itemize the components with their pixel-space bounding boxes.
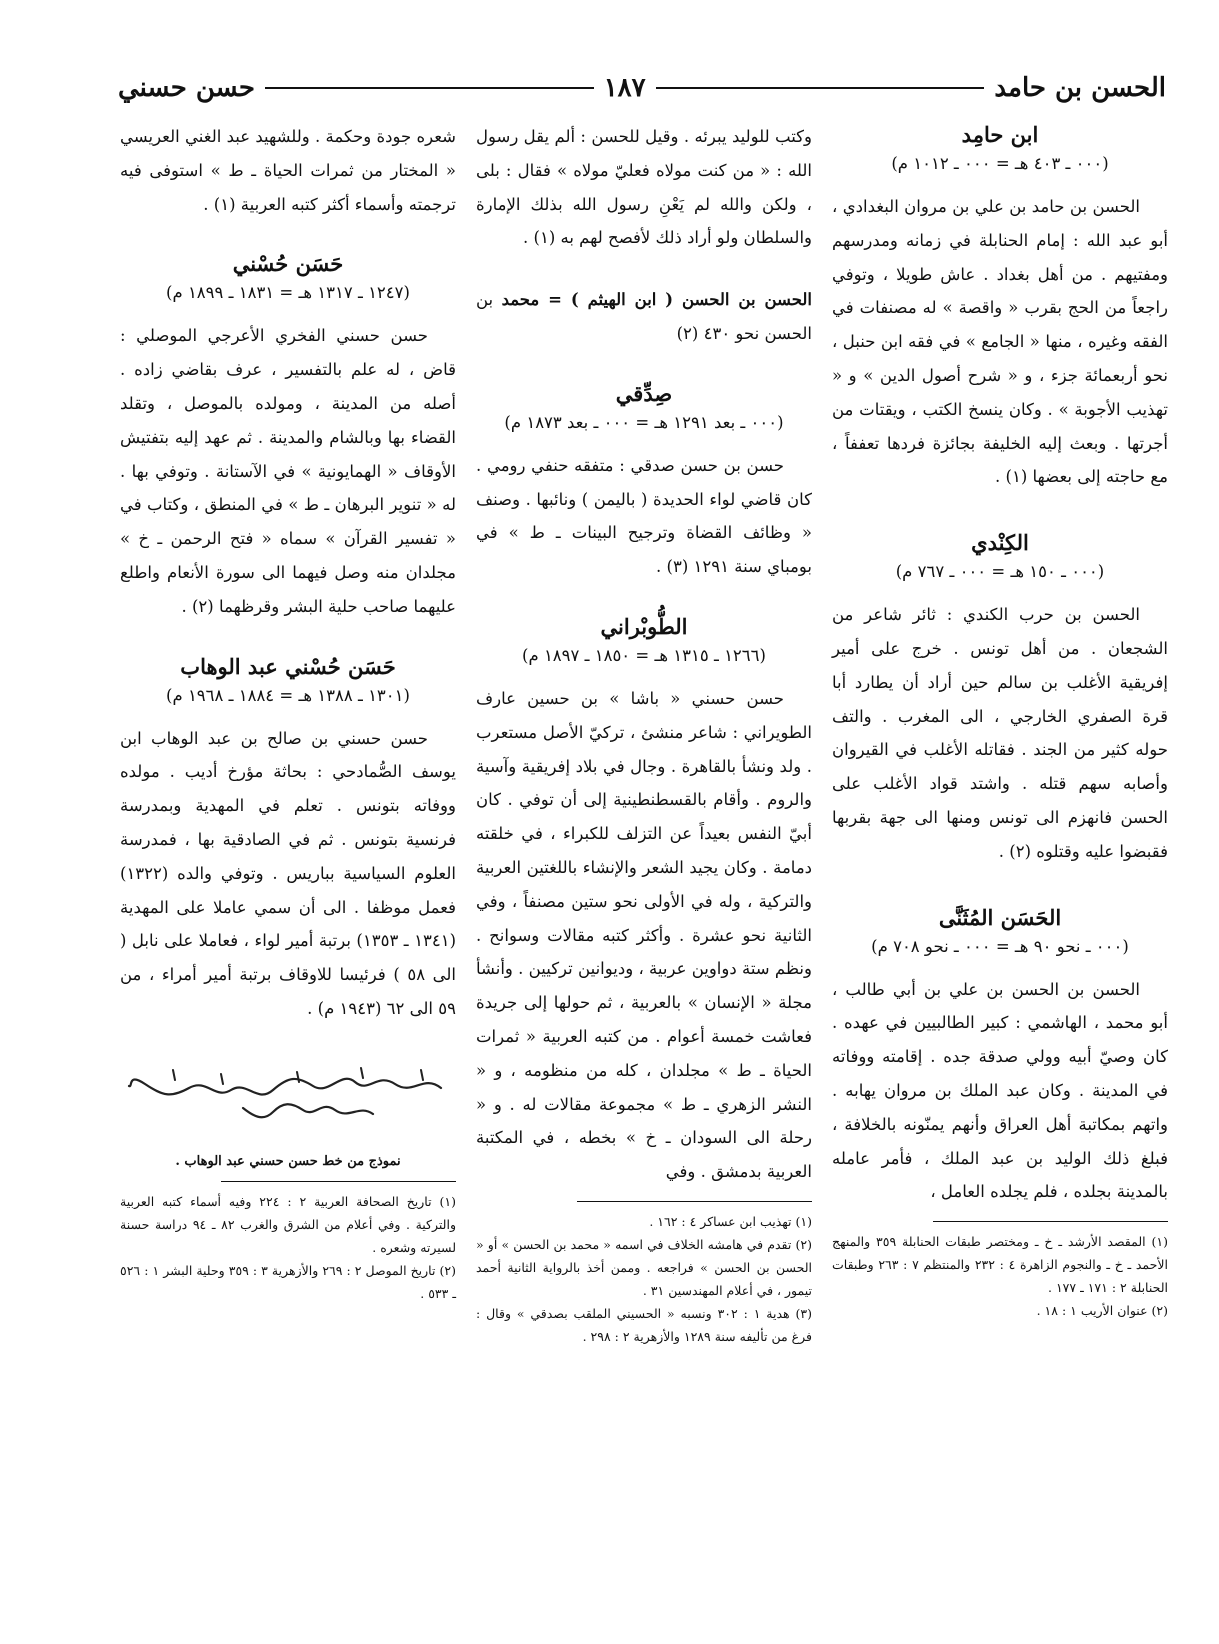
entry-title: حَسَن حُسْني عبد الوهاب	[180, 653, 396, 679]
entry-dates: (٠٠٠ ـ ٤٠٣ هـ = ٠٠٠ ـ ١٠١٢ م)	[891, 154, 1109, 173]
header-rule	[265, 87, 594, 89]
handwriting-caption: نموذج من خط حسن حسني عبد الوهاب .	[175, 1153, 401, 1169]
entry-al-kindi	[832, 528, 1168, 868]
cross-reference	[476, 283, 812, 351]
entry-al-muthanna	[832, 903, 1168, 1210]
column-middle	[476, 120, 812, 1348]
entry-dates: (١٢٦٦ ـ ١٣١٥ هـ = ١٨٥٠ ـ ١٨٩٧ م)	[522, 645, 766, 665]
footnote: (٢) تاريخ الموصل ٢ : ٢٦٩ والأزهرية ٣ : ٣٥٩ وحلية البشر ١ : ٥٢٦ ـ ٥٣٣ .	[120, 1262, 456, 1301]
column-left	[120, 120, 456, 1305]
footnote: (٢) تقدم في هامشه الخلاف في اسمه « محمد بن الحسن » أو « الحسن بن الحسن » فراجعه . وممن أخذ بالرواية الثانية أحمد تيمور ، في أعلام المهندسين ٣١ .	[476, 1236, 812, 1298]
footnote: (٢) عنوان الأريب ١ : ١٨ .	[1036, 1303, 1168, 1319]
handwriting-sample	[120, 1066, 456, 1132]
entry-sidqi	[476, 379, 812, 584]
entry-title: الطُّوبْراني	[600, 613, 688, 639]
footnote: (١) تاريخ الصحافة العربية ٢ : ٢٢٤ وفيه أسماء كتبه العربية والتركية . وفي أعلام من الشرق والغرب ٨٢ ـ ٩٤ دراسة حسنة لسيرته وشعره .	[120, 1193, 456, 1255]
entry-body: الحسن بن الحسن بن علي بن أبي طالب ، أبو محمد ، الهاشمي : كبير الطالبيين في عهده . كان وصيّ أبيه وولي صدقة جده . إقامته ووفاته في المدينة . وكان عبد الملك بن مروان يهابه . واتهم بمكاتبة أهل العراق وأنهم يمنّونه بالخلافة ، فبلغ ذلك الوليد بن عبد الملك ، فأمر عامله بالمدينة بجلده ، فلم يجلده العامل ،	[832, 979, 1168, 1202]
entry-dates: (٠٠٠ ـ بعد ١٢٩١ هـ = ٠٠٠ ـ بعد ١٨٧٣ م)	[504, 412, 784, 432]
page-number: ١٨٧	[603, 73, 646, 103]
entry-title: ابن حامِد	[961, 122, 1039, 147]
cross-reference-title: الحسن بن الحسن ( ابن الهيثم ) = محمد	[501, 290, 812, 310]
entry-body: حسن بن حسن صدقي : متفقه حنفي رومي . كان قاضي لواء الحديدة ( باليمن ) ونائبها . وصنف « وظائف القضاة وترجيح البينات ـ ط » في بومباي سنة ١٢٩١ (٣) .	[476, 455, 812, 577]
footnote-rule	[577, 1201, 812, 1202]
entry-dates: (١٢٤٧ ـ ١٣١٧ هـ = ١٨٣١ ـ ١٨٩٩ م)	[166, 283, 410, 303]
cross-reference-rest: بن الحسن نحو ٤٣٠ (٢)	[476, 290, 812, 343]
header-right-title: الحسن بن حامد	[994, 73, 1166, 103]
header-rule	[656, 87, 985, 89]
entry-al-tuwayrani	[476, 612, 812, 1189]
entry-title: الكِنْدي	[971, 530, 1029, 556]
entry-hasan-husni	[120, 249, 456, 623]
footnote-rule	[221, 1181, 456, 1182]
entry-dates: (١٣٠١ ـ ١٣٨٨ هـ = ١٨٨٤ ـ ١٩٦٨ م)	[166, 685, 410, 705]
running-header	[118, 68, 1166, 108]
entry-dates: (٠٠٠ ـ نحو ٩٠ هـ = ٠٠٠ ـ نحو ٧٠٨ م)	[871, 936, 1129, 956]
column-right	[832, 120, 1168, 1322]
footnote: (٣) هدية ١ : ٣٠٢ ونسبه « الحسيني الملقب بصدقي » وقال : فرغ من تأليفه سنة ١٢٨٩ والأزهرية ٢ : ٢٩٨ .	[476, 1305, 812, 1344]
handwriting-sample-image	[123, 1066, 453, 1128]
entry-dates: (٠٠٠ ـ ١٥٠ هـ = ٠٠٠ ـ ٧٦٧ م)	[895, 562, 1105, 582]
entry-ibn-hamid	[832, 120, 1168, 494]
header-left-title: حسن حسني	[118, 73, 255, 103]
entry-title: حَسَن حُسْني	[232, 251, 344, 277]
entry-title: صِدِّقي	[615, 380, 673, 406]
entry-continuation: وكتب للوليد يبرئه . وقيل للحسن : ألم يقل رسول الله : « من كنت مولاه فعليّ مولاه » فقال : بلى ، ولكن والله لم يَعْنِ رسول الله بذلك الإمارة والسلطان ولو أراد ذلك لأفصح لهم به (١) .	[476, 127, 812, 248]
footnote: (١) تهذيب ابن عساكر ٤ : ١٦٢ .	[649, 1213, 812, 1229]
entry-body: الحسن بن حرب الكندي : ثائر شاعر من الشجعان . من أهل تونس . خرج على أمير إفريقية الأغلب بن سالم حين أراد أن يطارد أبا قرة الصفري الخارجي ، الى المغرب . والتف حوله كثير من الجند . فقاتله الأغلب في القيروان وأصابه سهم قتله . واشتد قواد الأغلب على الحسن فانهزم الى تونس ومنها الى جهة بقربها فقبضوا عليه وقتلوه (٢) .	[832, 605, 1168, 861]
footnote: (١) المقصد الأرشد ـ خ ـ ومختصر طبقات الحنابلة ٣٥٩ والمنهج الأحمد ـ خ ـ والنجوم الزاهرة ٤ : ٢٣٢ والمنتظم ٧ : ٢٦٣ وطبقات الحنابلة ٢ : ١٧١ ـ ١٧٧ .	[832, 1234, 1168, 1296]
entry-body: حسن حسني « باشا » بن حسين عارف الطويراني : شاعر منشئ ، تركيّ الأصل مستعرب . ولد ونشأ بالقاهرة . وجال في بلاد إفريقية وآسية والروم . وأقام بالقسطنطينية إلى أن توفي . كان أبيّ النفس بعيداً عن التزلف للكبراء ، في خلقته دمامة . وكان يجيد الشعر والإنشاء باللغتين العربية والتركية ، وله في الأولى نحو ستين مصنفاً ، وفي الثانية نحو عشرة . وأكثر كتبه مقالات وسوانح . ونظم ستة دواوين عربية ، وديوانين تركيين . وأنشأ مجلة « الإنسان » بالعربية ، ثم حولها إلى جريدة فعاشت خمسة أعوام . من كتبه العربية « ثمرات الحياة ـ ط » مجلدان ، كله من منظومه ، و « النشر الزهري ـ ط » مجموعة مقالات له . و « رحلة الى السودان ـ خ » بخطه ، في المكتبة العربية بدمشق . وفي	[476, 688, 812, 1182]
entry-continuation: شعره جودة وحكمة . وللشهيد عبد الغني العريسي « المختار من ثمرات الحياة ـ ط » استوفى فيه ترجمته وأسماء أكثر كتبه العربية (١) .	[120, 127, 456, 214]
entry-title: الحَسَن المُثَنَّى	[938, 904, 1062, 930]
entry-body: الحسن بن حامد بن علي بن مروان البغدادي ، أبو عبد الله : إمام الحنابلة في زمانه ومدرسهم ومفتيهم . من أهل بغداد . عاش طويلا ، وتوفي راجعاً من الحج بقرب « واقصة » له مصنفات في الفقه وغيره ، منها « الجامع » في فقه ابن حنبل ، نحو أربعمائة جزء ، و « شرح أصول الدين » و « تهذيب الأجوبة » . وكان ينسخ الكتب ، ويقتات من أجرتها . وبعث إليه الخليفة بجائزة فردها تعففاً ، مع حاجته إلى بعضها (١) .	[832, 197, 1168, 487]
footnote-rule	[933, 1221, 1168, 1222]
entry-body: حسن حسني الفخري الأعرجي الموصلي : قاض ، له علم بالتفسير ، عرف بقاضي زاده . أصله من المدينة ، ومولده بالموصل ، وتقلد القضاء بها وبالشام والمدينة . ثم عهد إليه بتفتيش الأوقاف « الهمايونية » في الآستانة . وتوفي بها . له « تنوير البرهان ـ ط » في المنطق ، وكتاب في « تفسير القرآن » سماه « فتح الرحمن ـ خ » مجلدان منه وصل فيهما الى سورة الأنعام واطلع عليهما صاحب حلية البشر وقرظهما (٢) .	[120, 326, 456, 616]
entry-body: حسن حسني بن صالح بن عبد الوهاب ابن يوسف الصُّمادحي : بحاثة مؤرخ أديب . مولده ووفاته بتونس . تعلم في المهدية وبمدرسة فرنسية بتونس . ثم في الصادقية بها ، فمدرسة العلوم السياسية بباريس . وتوفي والده (١٣٢٢) فعمل موظفا . الى أن سمي عاملا على المهدية (١٣٤١ ـ ١٣٥٣) برتبة أمير لواء ، فعاملا على نابل ( الى ٥٨ ) فرئيسا للاوقاف برتبة أمير أمراء ، من ٥٩ الى ٦٢ (١٩٤٣ م) .	[120, 728, 457, 1018]
entry-hasan-husni-abd-al-wahhab	[120, 652, 456, 1026]
